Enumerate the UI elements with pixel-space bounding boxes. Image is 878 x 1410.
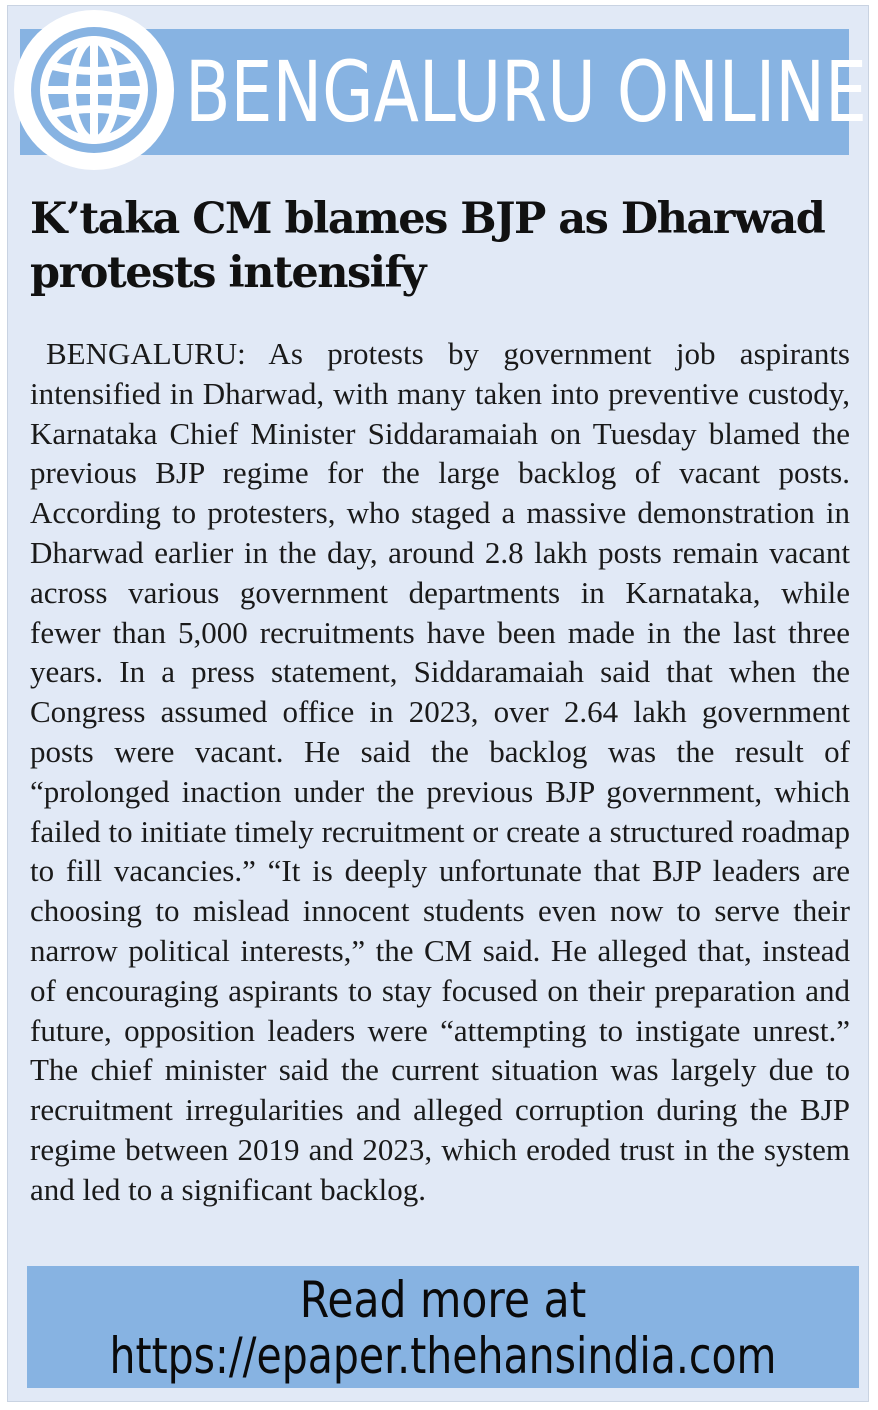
masthead-title: BENGALURU ONLINE <box>185 43 867 141</box>
article-body: BENGALURU: As protests by government job aspirants intensified in Dharwad, with many taken into preventive custody, Karnataka Chief Minister Siddaramaiah on Tuesday blamed the previous BJP regime for the large backlog of vacant posts. According to protesters, who staged a massive demonstration in Dharwad earlier in the day, around 2.8 lakh posts remain vacant across various government departments in Karnataka, while fewer than 5,000 recruitments have been made in the last three years. In a press statement, Siddaramaiah said that when the Congress assumed office in 2023, over 2.64 lakh government posts were vacant. He said the backlog was the result of “prolonged inaction under the previous BJP government, which failed to initiate timely recruitment or create a structured roadmap to fill vacancies.” “It is deeply unfortunate that BJP leaders are choosing to mislead innocent students even now to serve their narrow political interests,” the CM said. He alleged that, instead of encouraging aspirants to stay focused on their preparation and future, opposition leaders were “attempting to instigate unrest.” The chief minister said the current situation was largely due to recruitment irregularities and alleged corruption during the BJP regime between 2019 and 2023, which eroded trust in the system and led to a significant backlog. <box>30 336 850 1207</box>
read-more-banner <box>27 1266 859 1388</box>
epaper-link[interactable]: https://epaper.thehansindia.com <box>109 1327 777 1385</box>
globe-icon <box>12 8 176 172</box>
read-more-label: Read more at <box>299 1271 587 1329</box>
article-headline: K’taka CM blames BJP as Dharwad protests intensify <box>30 194 825 298</box>
